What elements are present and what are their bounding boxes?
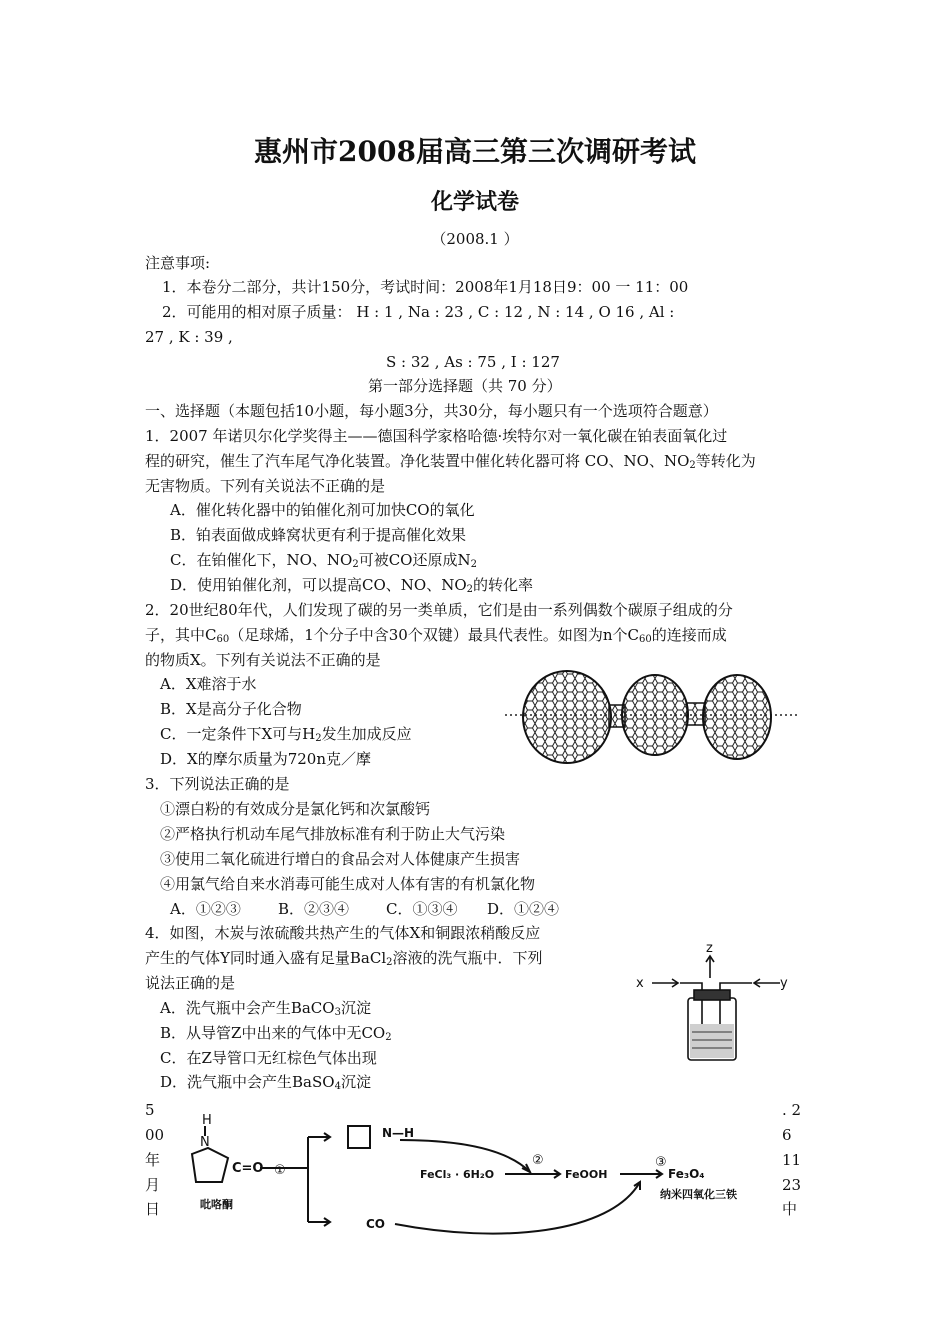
gas-washing-bottle-figure bbox=[630, 940, 805, 1065]
q1-line3: 无害物质。下列有关说法不正确的是 bbox=[145, 477, 386, 495]
notes-item-1: 1．本卷分二部分，共计150分，考试时间：2008年1月18日9：00 一 11：00 bbox=[162, 278, 689, 296]
pyrrolidone-label: 吡咯酮 bbox=[200, 1198, 233, 1211]
q1-line2: 程的研究，催生了汽车尾气净化装置。净化装置中催化转化器可将 CO、NO、$NO_2$等转化为 bbox=[145, 452, 756, 471]
feooh-label: FeOOH bbox=[565, 1168, 608, 1181]
pyrrolidone-n-label: N bbox=[200, 1135, 210, 1150]
q2-line3: 的物质X。下列有关说法不正确的是 bbox=[145, 651, 381, 669]
step-1-marker: ① bbox=[274, 1163, 286, 1178]
gas-z-label: z bbox=[706, 941, 713, 956]
fullerene-ball-2 bbox=[622, 675, 688, 755]
notes-item-2: 2．可能用的相对原子质量： H : 1 , Na : 23 , C : 12 , N : 14 , O 16 , Al : bbox=[162, 303, 675, 321]
q4-option-d: D．洗气瓶中会产生BaSO$_4$沉淀 bbox=[160, 1073, 371, 1092]
q4-option-b: B．从导管Z中出来的气体中无$CO_2$ bbox=[160, 1024, 392, 1043]
section-heading: 一、选择题（本题包括10小题，每小题3分，共30分，每小题只有一个选项符合题意） bbox=[145, 402, 718, 420]
q1-option-b: B．铂表面做成蜂窝状更有利于提高催化效果 bbox=[170, 526, 467, 544]
q5-right-2: 6 bbox=[782, 1126, 792, 1144]
q5-right-3: 11 bbox=[782, 1151, 802, 1169]
q3-statement-2: ②严格执行机动车尾气排放标准有利于防止大气污染 bbox=[160, 825, 506, 843]
fe3o4-label: Fe₃O₄ bbox=[668, 1167, 705, 1181]
reaction-scheme-figure bbox=[170, 1112, 770, 1237]
fecl3-label: FeCl₃ · 6H₂O bbox=[420, 1168, 495, 1181]
q2-line2: 子，其中$C_{60}$（足球烯，1个分子中含30个双键）最具代表性。如图为n个$C_{60}$的连接而成 bbox=[145, 626, 727, 645]
co-label: CO bbox=[366, 1217, 386, 1231]
page-subtitle: 化学试卷 bbox=[430, 189, 519, 215]
q4-option-c: C．在Z导管口无红棕色气体出现 bbox=[160, 1049, 377, 1067]
gas-y-label: y bbox=[780, 976, 788, 991]
nano-fe3o4-label: 纳米四氧化三铁 bbox=[660, 1188, 737, 1201]
fullerene-ball-3 bbox=[703, 675, 771, 759]
q2-option-d: D．X的摩尔质量为720n克／摩 bbox=[160, 750, 371, 768]
c60-polymer-figure bbox=[505, 665, 800, 775]
q1-option-a: A．催化转化器中的铂催化剂可加快CO的氧化 bbox=[170, 501, 475, 519]
q2-option-c: C．一定条件下X可与$H_2$发生加成反应 bbox=[160, 725, 412, 744]
step-2-marker: ② bbox=[532, 1153, 544, 1168]
q2-option-a: A．X难溶于水 bbox=[160, 675, 257, 693]
exam-date: （2008.1 ） bbox=[431, 230, 519, 248]
q5-left-5: 日 bbox=[145, 1200, 161, 1218]
q5-right-5: 中 bbox=[782, 1200, 798, 1218]
q5-right-1: . 2 bbox=[782, 1101, 802, 1119]
q3-statement-3: ③使用二氧化硫进行增白的食品会对人体健康产生损害 bbox=[160, 850, 521, 868]
q3-stem: 3．下列说法正确的是 bbox=[145, 775, 290, 793]
q1-option-d: D．使用铂催化剂，可以提高CO、NO、$NO_2$的转化率 bbox=[170, 576, 534, 595]
q2-line1: 2．20世纪80年代，人们发现了碳的另一类单质，它们是由一系列偶数个碳原子组成的分 bbox=[145, 601, 733, 619]
notes-item-2-cont2: S : 32 , As : 75 , I : 127 bbox=[386, 353, 560, 371]
q3-option-b: B．②③④ bbox=[278, 900, 350, 918]
notes-item-2-cont: 27 , K : 39 , bbox=[145, 328, 233, 346]
q1-option-c: C．在铂催化下，NO、$NO_2$可被CO还原成$N_2$ bbox=[170, 551, 477, 570]
q5-right-4: 23 bbox=[782, 1176, 802, 1194]
q4-option-a: A．洗气瓶中会产生BaCO$_3$沉淀 bbox=[160, 999, 371, 1018]
pyrrolidone-co-label: C=O bbox=[232, 1161, 264, 1176]
pyrrolidone-h-label: H bbox=[202, 1113, 212, 1128]
gas-x-label: x bbox=[636, 976, 644, 991]
fullerene-ball-1 bbox=[523, 671, 611, 763]
nh-group-label: N—H bbox=[382, 1126, 415, 1140]
q5-left-2: 00 bbox=[145, 1126, 165, 1144]
q5-left-4: 月 bbox=[145, 1176, 161, 1194]
q5-left-1: 5 bbox=[145, 1101, 155, 1119]
page-title: 惠州市2008届高三第三次调研考试 bbox=[254, 135, 696, 168]
notes-heading: 注意事项: bbox=[145, 254, 211, 272]
part1-heading: 第一部分选择题（共 70 分） bbox=[368, 377, 562, 395]
q4-line3: 说法正确的是 bbox=[145, 974, 236, 992]
step-3-marker: ③ bbox=[655, 1155, 667, 1170]
q4-line1: 4．如图，木炭与浓硫酸共热产生的气体X和铜跟浓稍酸反应 bbox=[145, 924, 541, 942]
q5-left-3: 年 bbox=[145, 1151, 161, 1169]
q4-line2: 产生的气体Y同时通入盛有足量BaCl$_2$溶液的洗气瓶中．下列 bbox=[145, 949, 543, 968]
q3-statement-4: ④用氯气给自来水消毒可能生成对人体有害的有机氯化物 bbox=[160, 875, 536, 893]
q2-option-b: B．X是高分子化合物 bbox=[160, 700, 302, 718]
q3-statement-1: ①漂白粉的有效成分是氯化钙和次氯酸钙 bbox=[160, 800, 431, 818]
q3-option-d: D．①②④ bbox=[487, 900, 560, 918]
q1-line1: 1．2007 年诺贝尔化学奖得主——德国科学家格哈德·埃特尔对一氧化碳在铂表面氧化过 bbox=[145, 427, 728, 445]
q3-option-a: A．①②③ bbox=[170, 900, 241, 918]
q3-option-c: C．①③④ bbox=[386, 900, 458, 918]
